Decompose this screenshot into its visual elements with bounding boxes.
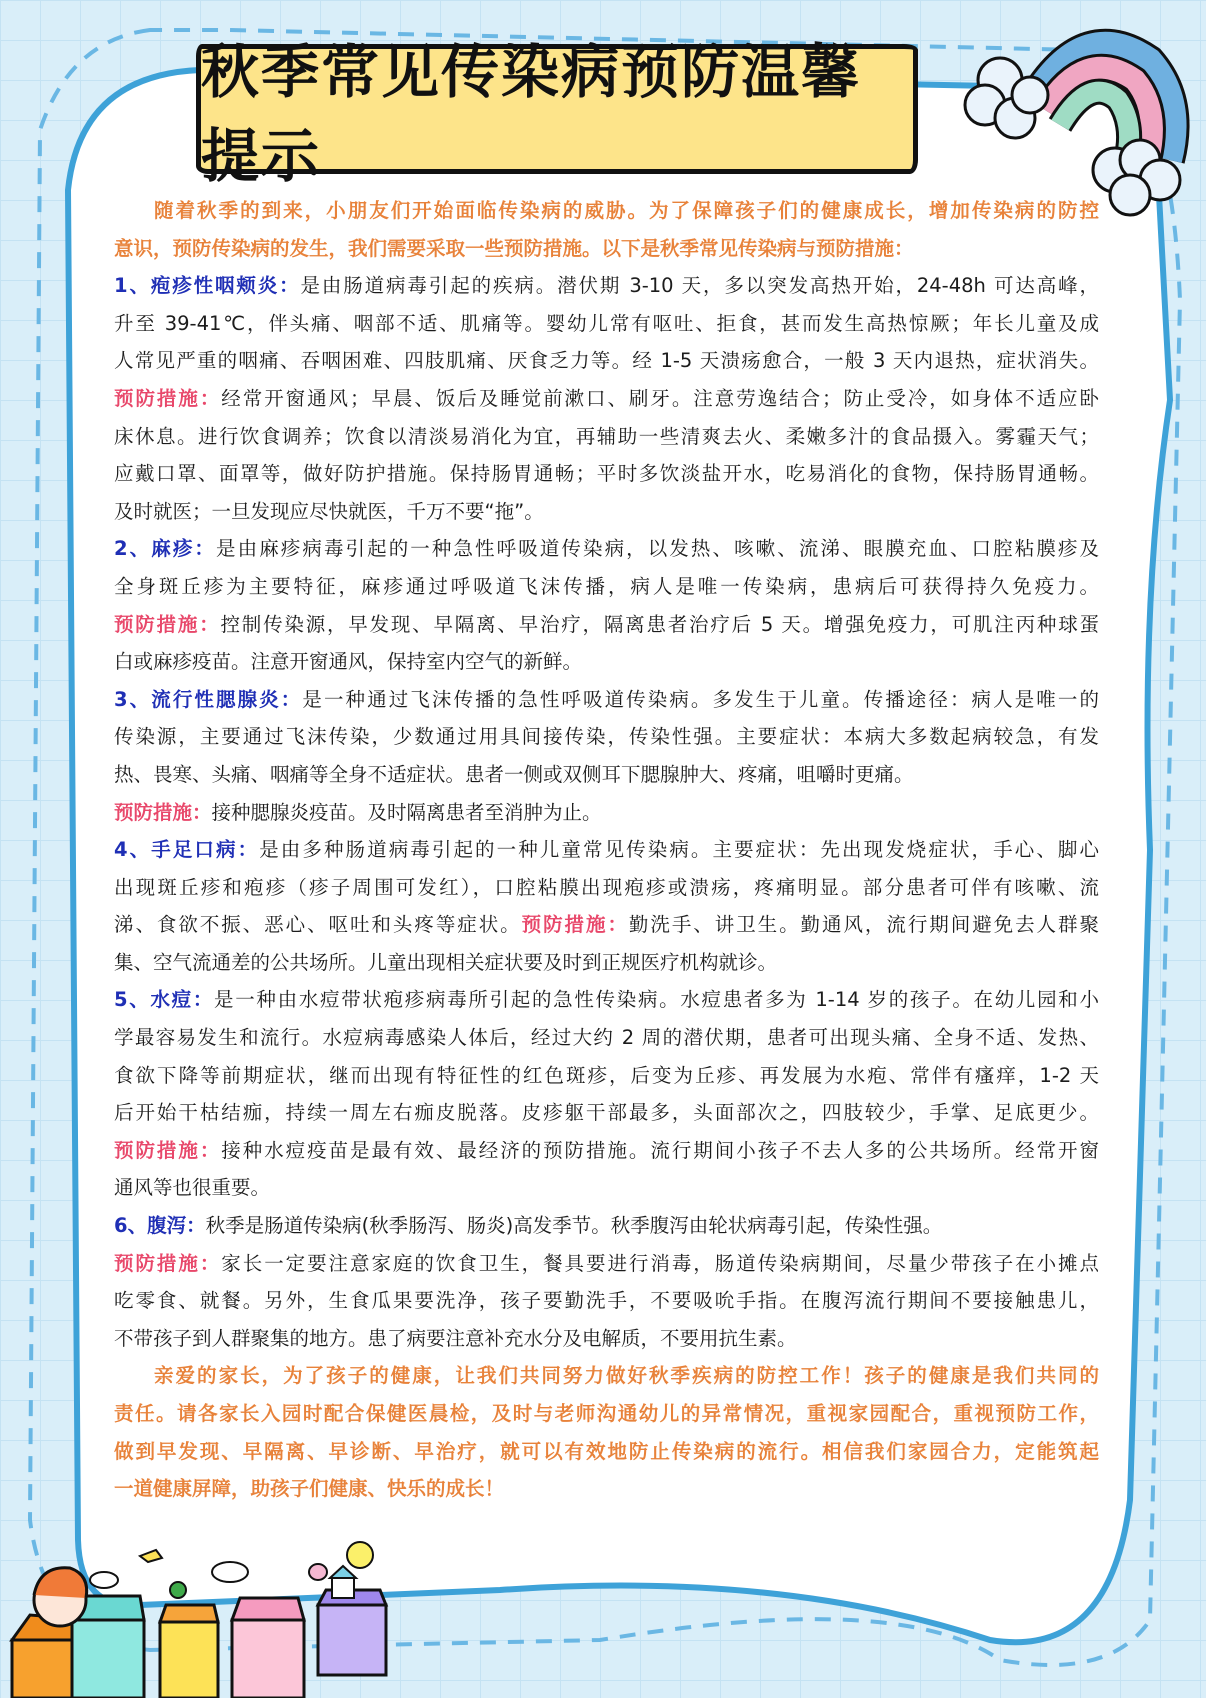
prevention-label: 预防措施： bbox=[114, 612, 221, 636]
prevention-label: 预防措施： bbox=[114, 386, 222, 410]
section-diarrhea bbox=[114, 1207, 1099, 1357]
section-text: 全身斑丘疹为主要特征，麻疹通过呼吸道飞沫传播，病人是唯一传染病，患病后可获得持久免疫力。 bbox=[114, 574, 1099, 598]
section-herpangina bbox=[114, 267, 1099, 530]
prevention-text: 勤洗手、讲卫生。勤通风，流行期间避免去人群聚 bbox=[628, 913, 1099, 937]
section-heading: 3、流行性腮腺炎： bbox=[114, 687, 303, 711]
section-text: 后开始干枯结痂，持续一周左右痂皮脱落。皮疹躯干部最多，头面部次之，四肢较少，手掌、足底更少。 bbox=[114, 1101, 1099, 1125]
prevention-text: 应戴口罩、面罩等，做好防护措施。保持肠胃通畅；平时多饮淡盐开水，吃易消化的食物，保持肠胃通畅。 bbox=[114, 462, 1099, 486]
prevention-label: 预防措施： bbox=[114, 1251, 222, 1275]
section-text: 热、畏寒、头痛、咽痛等全身不适症状。患者一侧或双侧耳下腮腺肿大、疼痛，咀嚼时更痛。 bbox=[114, 762, 914, 786]
prevention-text: 床休息。进行饮食调养；饮食以清淡易消化为宜，再辅助一些清爽去火、柔嫩多汁的食品摄入。雾霾天气； bbox=[114, 424, 1099, 448]
closing-line: 一道健康屏障，助孩子们健康、快乐的成长！ bbox=[114, 1477, 505, 1501]
section-mumps bbox=[114, 681, 1099, 831]
section-text: 是由多种肠道病毒引起的一种儿童常见传染病。主要症状：先出现发烧症状，手心、脚心 bbox=[259, 838, 1099, 862]
content-body bbox=[114, 192, 1099, 1508]
prevention-text: 家长一定要注意家庭的饮食卫生，餐具要进行消毒，肠道传染病期间，尽量少带孩子在小摊点 bbox=[221, 1251, 1099, 1275]
closing-line: 责任。请各家长入园时配合保健医晨检，及时与老师沟通幼儿的异常情况，重视家园配合，重视预防工作， bbox=[114, 1402, 1099, 1425]
closing-line: 亲爱的家长，为了孩子的健康，让我们共同努力做好秋季疾病的防控工作！孩子的健康是我们共同的 bbox=[154, 1364, 1099, 1388]
section-text: 是一种通过飞沫传播的急性呼吸道传染病。多发生于儿童。传播途径：病人是唯一的 bbox=[302, 687, 1099, 711]
prevention-text: 接种腮腺炎疫苗。及时隔离患者至消肿为止。 bbox=[211, 800, 602, 824]
section-hfmd bbox=[114, 831, 1099, 981]
prevention-text: 及时就医；一旦发现应尽快就医，千万不要“拖”。 bbox=[114, 499, 544, 523]
section-measles bbox=[114, 530, 1099, 680]
section-heading: 1、疱疹性咽颊炎： bbox=[114, 274, 301, 298]
section-text: 升至 39-41℃，伴头痛、咽部不适、肌痛等。婴幼儿常有呕吐、拒食，甚而发生高热惊厥；年长儿童及成 bbox=[114, 311, 1099, 335]
prevention-text: 经常开窗通风；早晨、饭后及睡觉前漱口、刷牙。注意劳逸结合；防止受冷，如身体不适应卧 bbox=[221, 386, 1099, 410]
section-text: 秋季是肠道传染病(秋季肠泻、肠炎)高发季节。秋季腹泻由轮状病毒引起，传染性强。 bbox=[205, 1214, 943, 1238]
candy-icon bbox=[309, 1564, 327, 1580]
prevention-label: 预防措施： bbox=[114, 1138, 222, 1162]
child-illustration bbox=[34, 1568, 87, 1626]
intro-line: 意识，预防传染病的发生，我们需要采取一些预防措施。以下是秋季常见传染病与预防措施： bbox=[114, 236, 914, 260]
prevention-text: 通风等也很重要。 bbox=[114, 1176, 271, 1200]
page-title: 秋季常见传染病预防温馨提示 bbox=[201, 38, 862, 190]
prevention-label: 预防措施： bbox=[114, 800, 212, 824]
prevention-text: 控制传染源，早发现、早隔离、早治疗，隔离患者治疗后 5 天。增强免疫力，可肌注丙种球蛋 bbox=[220, 612, 1099, 636]
section-heading: 6、腹泻： bbox=[114, 1214, 206, 1238]
section-text: 是一种由水痘带状疱疹病毒所引起的急性传染病。水痘患者多为 1-14 岁的孩子。在幼儿园和小 bbox=[214, 988, 1099, 1012]
title-banner bbox=[196, 38, 918, 190]
section-text: 食欲下降等前期症状，继而出现有特征性的红色斑疹，后变为丘疹、再发展为水疱、常伴有瘙痒，1-2 天 bbox=[114, 1063, 1099, 1087]
section-text: 学最容易发生和流行。水痘病毒感染人体后，经过大约 2 周的潜伏期，患者可出现头痛、全身不适、发热、 bbox=[114, 1026, 1099, 1050]
closing-paragraph bbox=[114, 1357, 1099, 1507]
section-text: 涕、食欲不振、恶心、呕吐和头疼等症状。 bbox=[114, 913, 522, 937]
section-chickenpox bbox=[114, 981, 1099, 1207]
prevention-text: 吃零食、就餐。另外，生食瓜果要洗净，孩子要勤洗手，不要吸吮手指。在腹泻流行期间不要接触患儿， bbox=[114, 1289, 1099, 1313]
section-text: 是由肠道病毒引起的疾病。潜伏期 3-10 天，多以突发高热开始，24-48h 可达高峰， bbox=[300, 274, 1099, 298]
section-text: 出现斑丘疹和疱疹（疹子周围可发红），口腔粘膜出现疱疹或溃疡，疼痛明显。部分患者可伴有咳嗽、流 bbox=[114, 875, 1099, 899]
closing-line: 做到早发现、早隔离、早诊断、早治疗，就可以有效地防止传染病的流行。相信我们家园合力，定能筑起 bbox=[114, 1439, 1099, 1463]
prevention-text: 不带孩子到人群聚集的地方。患了病要注意补充水分及电解质，不要用抗生素。 bbox=[114, 1326, 797, 1350]
prevention-text: 白或麻疹疫苗。注意开窗通风，保持室内空气的新鲜。 bbox=[114, 650, 583, 674]
intro-paragraph bbox=[114, 192, 1099, 267]
section-heading: 4、手足口病： bbox=[114, 838, 260, 862]
prevention-text: 接种水痘疫苗是最有效、最经济的预防措施。流行期间小孩子不去人多的公共场所。经常开窗 bbox=[221, 1138, 1099, 1162]
section-text: 传染源，主要通过飞沫传染，少数通过用具间接传染，传染性强。主要症状：本病大多数起病较急，有发 bbox=[114, 725, 1099, 749]
section-text: 是由麻疹病毒引起的一种急性呼吸道传染病，以发热、咳嗽、流涕、眼膜充血、口腔粘膜疹及 bbox=[216, 537, 1099, 561]
section-text: 人常见严重的咽痛、吞咽困难、四肢肌痛、厌食乏力等。经 1-5 天溃疡愈合，一般 3 天内退热，症状消失。 bbox=[114, 349, 1099, 373]
intro-line: 随着秋季的到来，小朋友们开始面临传染病的威胁。为了保障孩子们的健康成长，增加传染病的防控 bbox=[154, 199, 1099, 222]
prevention-label: 预防措施： bbox=[521, 913, 629, 937]
section-heading: 5、水痘： bbox=[114, 988, 215, 1012]
sun-icon bbox=[347, 1542, 373, 1568]
tree-icon bbox=[170, 1582, 186, 1598]
prevention-text: 集、空气流通差的公共场所。儿童出现相关症状要及时到正规医疗机构就诊。 bbox=[114, 950, 778, 974]
section-heading: 2、麻疹： bbox=[114, 537, 217, 561]
